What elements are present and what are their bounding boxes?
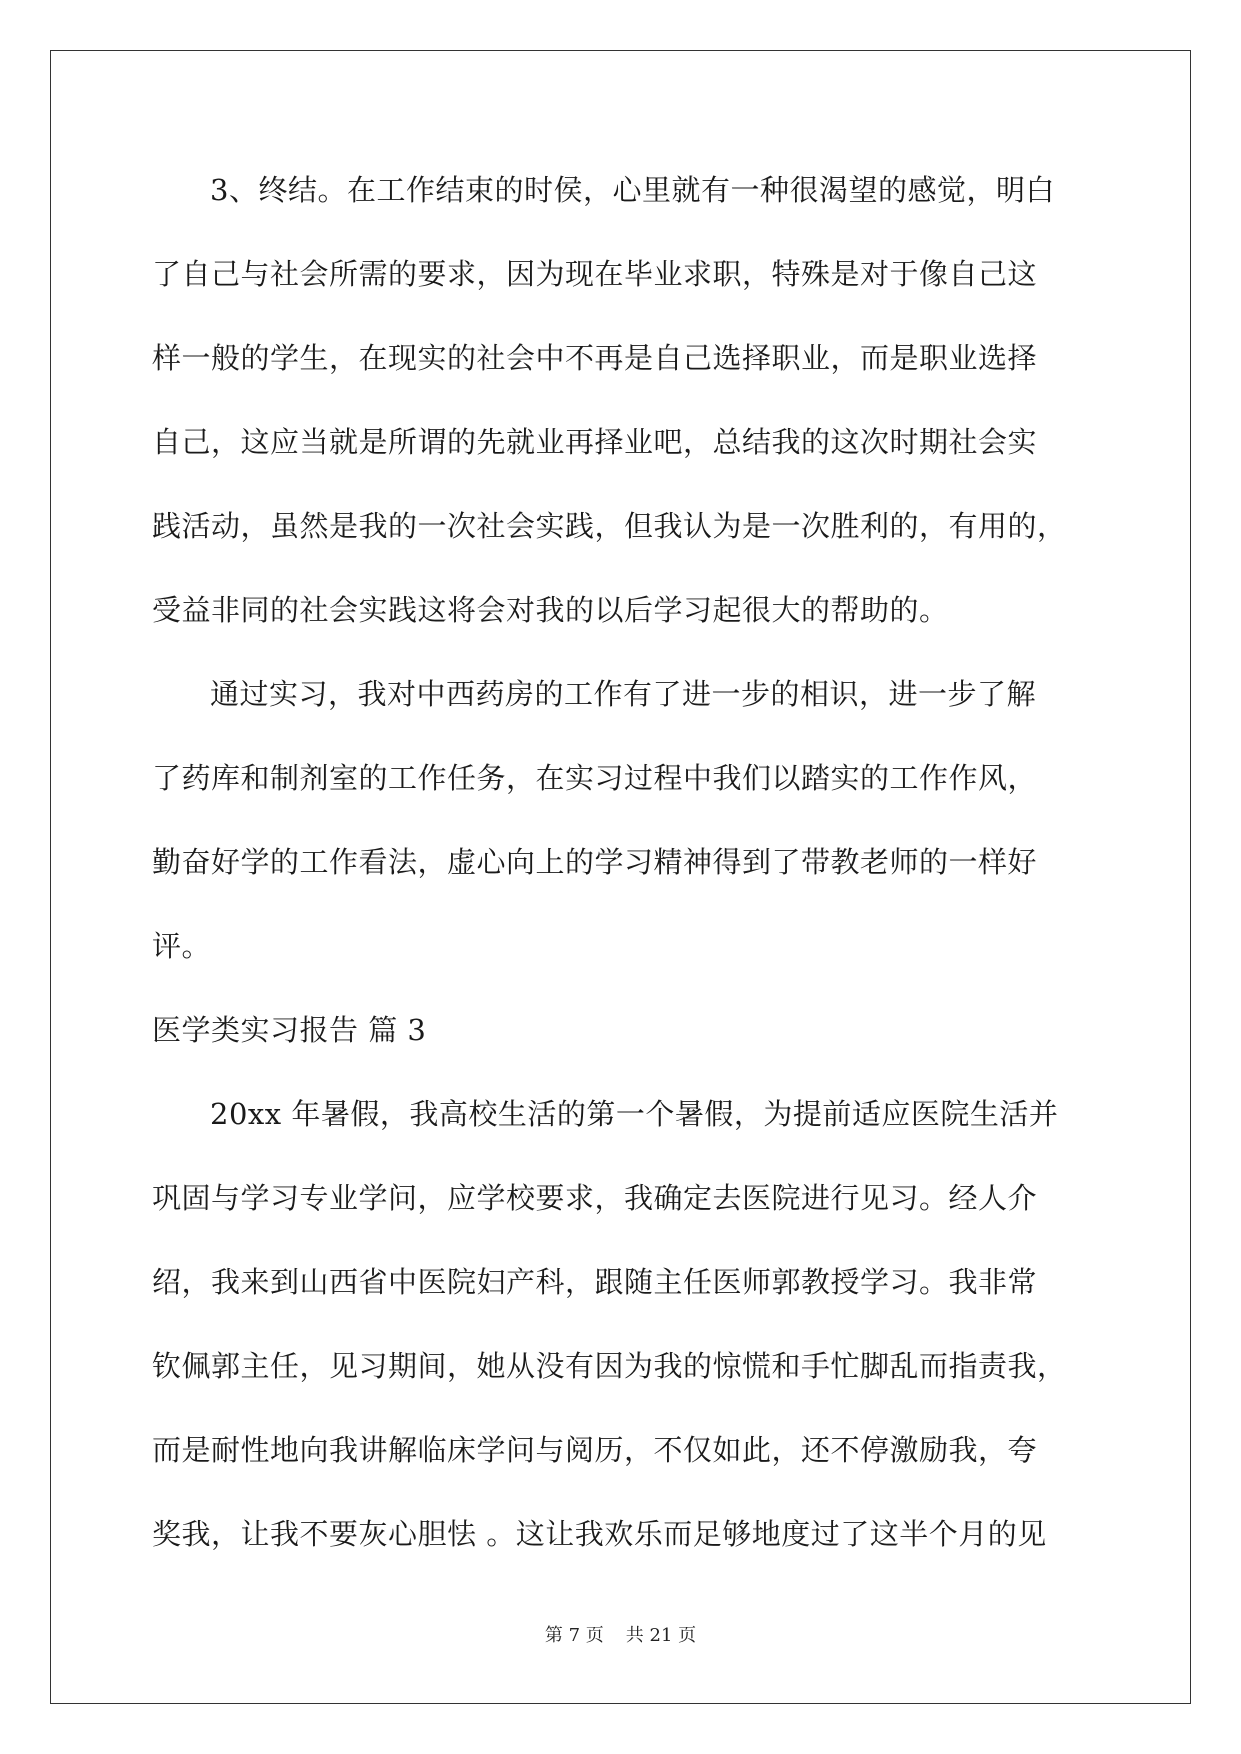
paragraph-line: 20xx 年暑假，我高校生活的第一个暑假，为提前适应医院生活并 — [210, 1097, 1059, 1131]
paragraph-line: 了自己与社会所需的要求，因为现在毕业求职，特殊是对于像自己这 — [152, 257, 1038, 291]
page-footer — [0, 1621, 1241, 1647]
paragraph-line: 钦佩郭主任，见习期间，她从没有因为我的惊慌和手忙脚乱而指责我， — [152, 1349, 1067, 1383]
document-body — [152, 160, 1092, 1588]
paragraph-line: 勤奋好学的工作看法，虚心向上的学习精神得到了带教老师的一样好 — [152, 845, 1038, 879]
paragraph-line: 评。 — [152, 929, 212, 963]
page-total: 共 21 页 — [625, 1625, 697, 1646]
paragraph-line: 自己，这应当就是所谓的先就业再择业吧，总结我的这次时期社会实 — [152, 425, 1038, 459]
paragraph-line: 绍，我来到山西省中医院妇产科，跟随主任医师郭教授学习。我非常 — [152, 1265, 1038, 1299]
paragraph-line: 通过实习，我对中西药房的工作有了进一步的相识，进一步了解 — [210, 677, 1037, 711]
paragraph-line: 3、终结。在工作结束的时侯，心里就有一种很渴望的感觉，明白 — [210, 173, 1055, 207]
page-number: 第 7 页 — [544, 1625, 604, 1646]
section-heading: 医学类实习报告 篇 3 — [152, 1013, 427, 1047]
paragraph-line: 了药库和制剂室的工作任务，在实习过程中我们以踏实的工作作风， — [152, 761, 1038, 795]
paragraph-line: 受益非同的社会实践这将会对我的以后学习起很大的帮助的。 — [152, 593, 949, 627]
paragraph-line: 而是耐性地向我讲解临床学问与阅历，不仅如此，还不停激励我，夸 — [152, 1433, 1038, 1467]
paragraph-line: 巩固与学习专业学问，应学校要求，我确定去医院进行见习。经人介 — [152, 1181, 1038, 1215]
paragraph-line: 奖我，让我不要灰心胆怯 。这让我欢乐而足够地度过了这半个月的见 — [152, 1517, 1047, 1551]
paragraph-line: 样一般的学生，在现实的社会中不再是自己选择职业，而是职业选择 — [152, 341, 1038, 375]
paragraph-line: 践活动，虽然是我的一次社会实践，但我认为是一次胜利的，有用的， — [152, 509, 1067, 543]
